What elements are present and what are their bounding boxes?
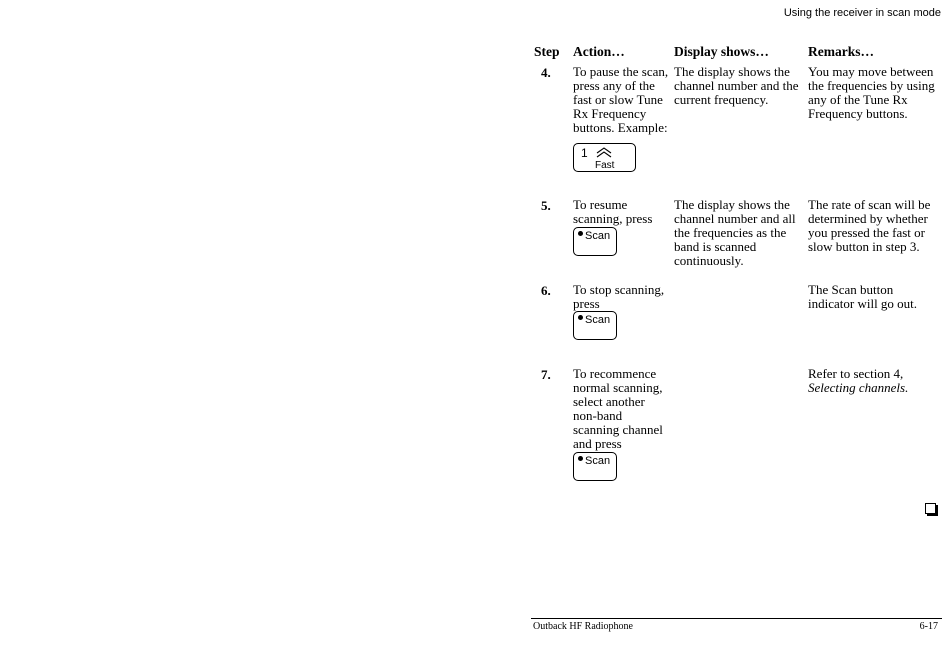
action-text: To stop scanning, press <box>573 282 665 311</box>
fast-tune-key <box>573 143 636 172</box>
display-text: The display shows the channel number and all the frequencies as the band is scanned continuously. <box>674 197 796 268</box>
scan-key <box>573 227 617 256</box>
header-remarks: Remarks… <box>808 44 874 59</box>
scan-key <box>573 452 617 481</box>
step-number: 5. <box>541 198 551 213</box>
key-label: Fast <box>595 160 615 171</box>
action-text: To recommence normal scanning, select another non-band scanning channel and press <box>573 366 663 451</box>
key-label: Scan <box>585 455 611 467</box>
remarks-text: The rate of scan will be determined by whether you pressed the fast or slow button in step 3. <box>808 197 931 254</box>
action-text: To resume scanning, press <box>573 197 653 226</box>
end-of-section-box-icon <box>925 503 936 514</box>
indicator-dot-icon <box>578 315 583 320</box>
cross-reference: Selecting channels. <box>808 380 909 395</box>
step-number: 7. <box>541 367 551 382</box>
double-chevron-up-icon <box>595 147 613 158</box>
scan-key <box>573 311 617 340</box>
key-label: Scan <box>585 314 611 326</box>
remarks-text: You may move between the frequencies by using any of the Tune Rx Frequency buttons. <box>808 64 935 121</box>
remarks-text: The Scan button indicator will go out. <box>808 282 918 311</box>
display-text: The display shows the channel number and the current frequency. <box>674 64 799 107</box>
header-step: Step <box>534 44 560 59</box>
remarks-text: Refer to section 4, Selecting channels. <box>808 366 909 395</box>
page-number: 6-17 <box>919 621 938 632</box>
running-head: Using the receiver in scan mode <box>783 7 941 19</box>
key-label: Scan <box>585 230 611 242</box>
key-number: 1 <box>581 146 588 160</box>
action-text: To pause the scan, press any of the fast or slow Tune Rx Frequency buttons. Example: <box>573 64 669 135</box>
indicator-dot-icon <box>578 231 583 236</box>
indicator-dot-icon <box>578 456 583 461</box>
header-action: Action… <box>573 44 625 59</box>
step-number: 4. <box>541 65 551 80</box>
footer-rule <box>531 618 942 619</box>
header-display: Display shows… <box>674 44 769 59</box>
step-number: 6. <box>541 283 551 298</box>
footer-title: Outback HF Radiophone <box>533 621 633 632</box>
